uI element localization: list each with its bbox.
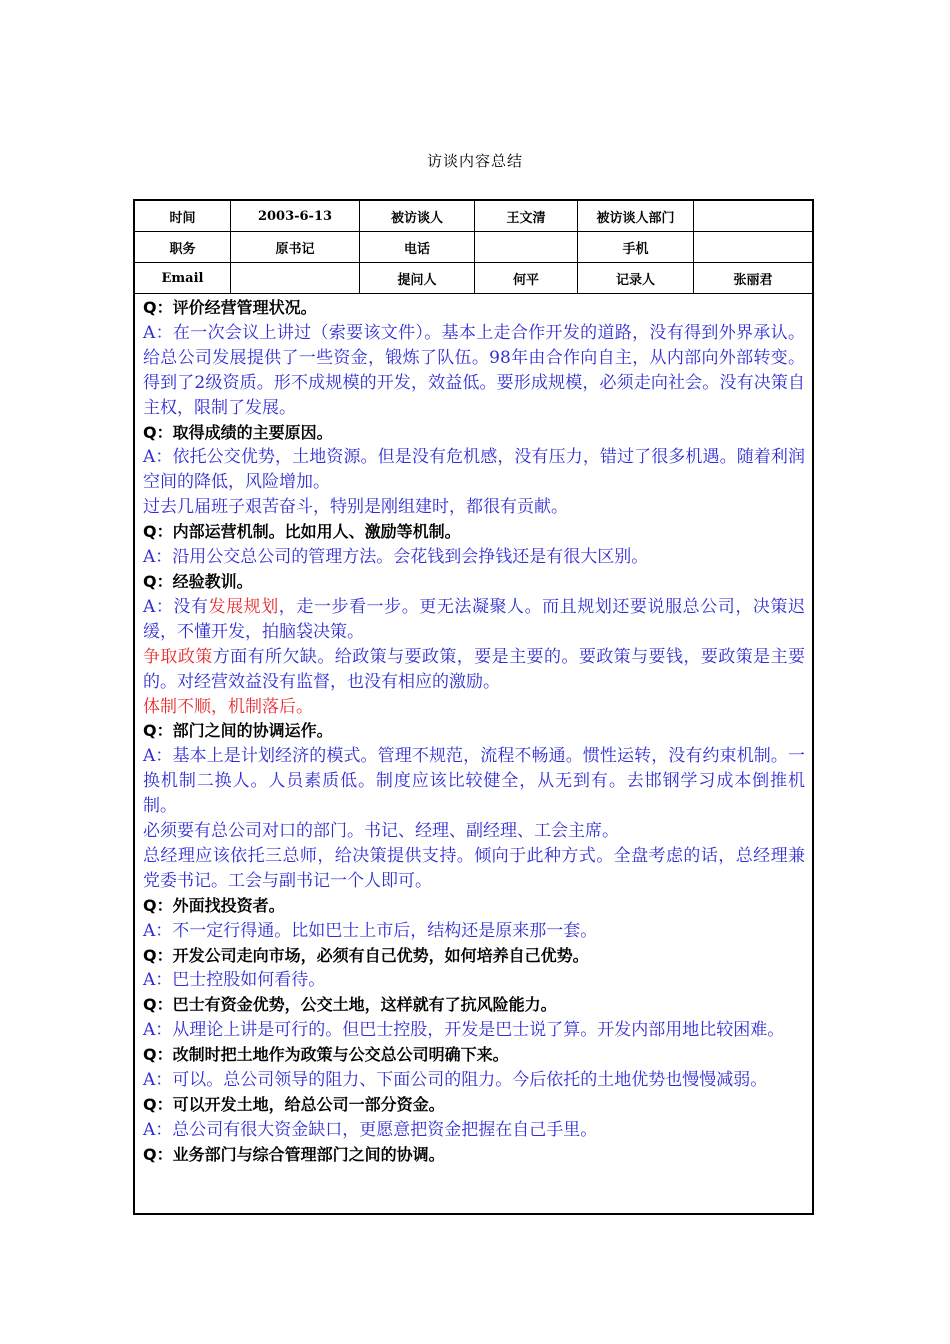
department-label: 被访谈人部门 <box>578 201 694 232</box>
answer-4-suffix: ，走一步看一步。更无法凝聚人。而且规划还要说服总公司，决策迟缓，不懂开发，拍脑袋决策。 <box>143 596 806 642</box>
info-row-2 <box>135 232 812 263</box>
answer-7: A：巴士控股如何看待。 <box>143 970 326 991</box>
email-value <box>231 263 360 294</box>
answer-1: A：在一次会议上讲过（索要该文件）。基本上走合作开发的道路，没有得到外界承认。给总公司发展提供了一些资金，锻炼了队伍。98年由合作向自主，从内部向外部转变。得到了2级资质。形不成规模的开发，效益低。要形成规模，必须走向社会。没有决策自主权，限制了发展。 <box>143 322 805 418</box>
answer-4-policy-highlight: 争取政策 <box>143 646 213 667</box>
recorder-label: 记录人 <box>578 263 694 294</box>
interviewee-label: 被访谈人 <box>360 201 475 232</box>
answer-5-manager: 总经理应该依托三总师，给决策提供支持。倾向于此种方式。全盘考虑的话，总经理兼党委书记。工会与副书记一个人即可。 <box>143 845 805 891</box>
question-3: Q：内部运营机制。比如用人、激励等机制。 <box>143 522 461 542</box>
mobile-label: 手机 <box>578 232 694 263</box>
document-title: 访谈内容总结 <box>426 152 523 170</box>
asker-label: 提问人 <box>360 263 475 294</box>
email-label: Email <box>135 263 231 294</box>
time-value: 2003-6-13 <box>231 201 360 232</box>
info-table <box>135 201 812 294</box>
answer-4-prefix: A：没有 <box>143 596 209 617</box>
qa-content <box>135 294 812 1168</box>
answer-5: A：基本上是计划经济的模式。管理不规范，流程不畅通。惯性运转，没有约束机制。一换机制二换人。人员素质低。制度应该比较健全，从无到有。去邯钢学习成本倒推机制。 <box>143 746 805 817</box>
answer-5-departments: 必须要有总公司对口的部门。书记、经理、副经理、工会主席。 <box>143 821 619 842</box>
interviewee-value: 王文清 <box>475 201 578 232</box>
info-row-1 <box>135 201 812 232</box>
mobile-value <box>694 232 813 263</box>
question-11: Q：业务部门与综合管理部门之间的协调。 <box>143 1144 445 1164</box>
info-row-3 <box>135 263 812 294</box>
answer-4-policy-text: 方面有所欠缺。给政策与要政策，要是主要的。要政策与要钱，要政策是主要的。对经营效益没有监督，也没有相应的激励。 <box>143 646 806 692</box>
phone-label: 电话 <box>360 232 475 263</box>
answer-3: A：沿用公交总公司的管理方法。会花钱到会挣钱还是有很大区别。 <box>143 547 649 568</box>
answer-10: A：总公司有很大资金缺口，更愿意把资金把握在自己手里。 <box>143 1119 598 1140</box>
answer-4-policy <box>143 645 805 695</box>
answer-4 <box>143 595 805 645</box>
question-4: Q：经验教训。 <box>143 571 253 591</box>
answer-4-highlight: 发展规划 <box>208 596 279 617</box>
answer-9: A：可以。总公司领导的阻力、下面公司的阻力。今后依托的土地优势也慢慢减弱。 <box>143 1070 768 1091</box>
question-8: Q：巴士有资金优势，公交土地，这样就有了抗风险能力。 <box>143 995 557 1015</box>
question-6: Q：外面找投资者。 <box>143 895 285 915</box>
question-10: Q：可以开发土地，给总公司一部分资金。 <box>143 1095 445 1114</box>
answer-8: A：从理论上讲是可行的。但巴士控股，开发是巴士说了算。开发内部用地比较困难。 <box>143 1020 785 1041</box>
interview-summary-frame <box>133 199 814 1215</box>
answer-2-continued: 过去几届班子艰苦奋斗，特别是刚组建时，都很有贡献。 <box>143 497 568 518</box>
position-value: 原书记 <box>231 232 360 263</box>
question-1: Q：评价经营管理状况。 <box>143 298 317 317</box>
answer-6: A：不一定行得通。比如巴士上市后，结构还是原来那一套。 <box>143 920 598 941</box>
question-7: Q：开发公司走向市场，必须有自己优势，如何培养自己优势。 <box>143 945 589 965</box>
position-label: 职务 <box>135 232 231 263</box>
answer-2: A：依托公交优势，土地资源。但是没有危机感，没有压力，错过了很多机遇。随着利润空间的降低，风险增加。 <box>143 447 805 493</box>
department-value <box>694 201 813 232</box>
question-5: Q：部门之间的协调运作。 <box>143 721 333 741</box>
asker-value: 何平 <box>475 263 578 294</box>
recorder-value: 张丽君 <box>694 263 813 294</box>
phone-value <box>475 232 578 263</box>
question-2: Q：取得成绩的主要原因。 <box>143 422 333 442</box>
question-9: Q：改制时把土地作为政策与公交总公司明确下来。 <box>143 1045 509 1065</box>
time-label: 时间 <box>135 201 231 232</box>
answer-4-system: 体制不顺，机制落后。 <box>143 696 313 717</box>
